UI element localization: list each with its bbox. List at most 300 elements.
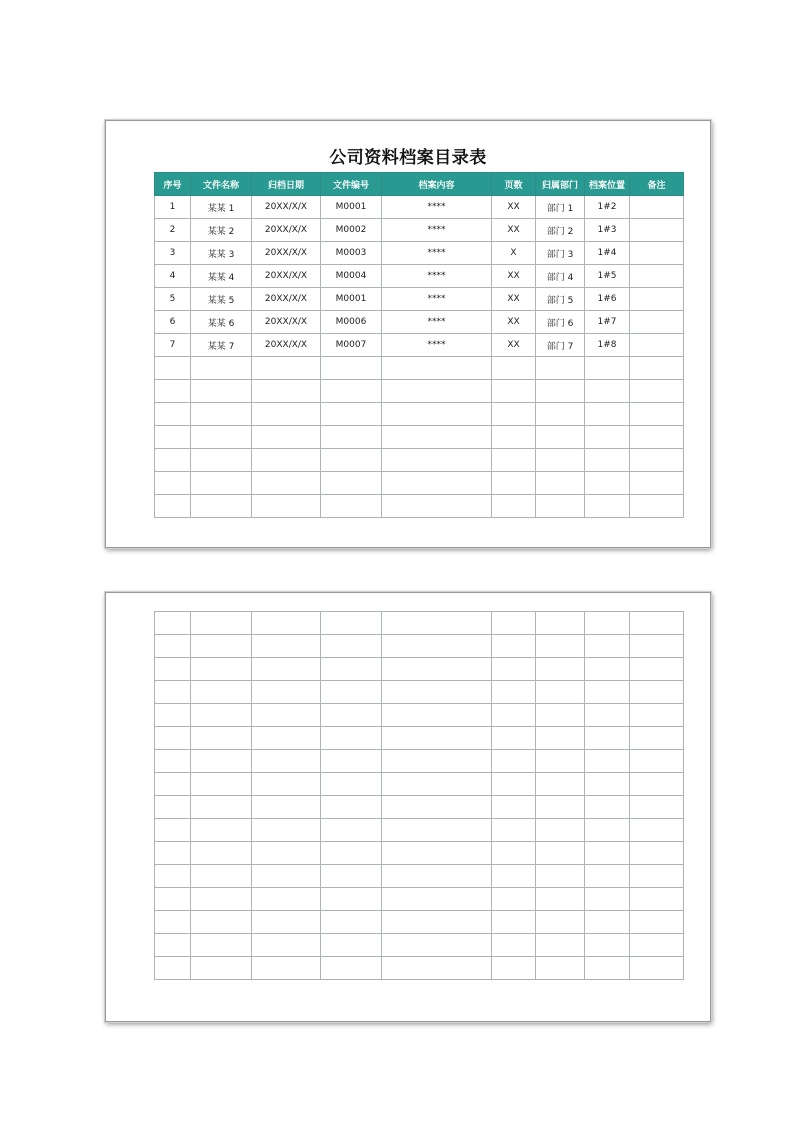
- table-cell: [321, 957, 382, 980]
- table-cell: 部门 2: [536, 219, 585, 242]
- table-cell: [155, 727, 191, 750]
- table-cell: [585, 472, 630, 495]
- table-cell: [191, 934, 252, 957]
- table-cell: [321, 727, 382, 750]
- table-cell: [585, 819, 630, 842]
- empty-table-row: [155, 796, 684, 819]
- table-cell: [321, 750, 382, 773]
- table-cell: [492, 957, 536, 980]
- table-cell: [536, 635, 585, 658]
- empty-table-row: [155, 704, 684, 727]
- table-cell: [382, 472, 492, 495]
- empty-table-row: [155, 612, 684, 635]
- table-cell: 某某 3: [191, 242, 252, 265]
- table-cell: [536, 403, 585, 426]
- table-cell: [382, 727, 492, 750]
- table-cell: 某某 7: [191, 334, 252, 357]
- table-cell: 1#8: [585, 334, 630, 357]
- empty-table-row: [155, 819, 684, 842]
- column-header: 页数: [492, 173, 536, 196]
- table-cell: [492, 380, 536, 403]
- table-row: [155, 242, 684, 265]
- table-cell: [492, 911, 536, 934]
- table-cell: 1#5: [585, 265, 630, 288]
- table-cell: 4: [155, 265, 191, 288]
- table-cell: 6: [155, 311, 191, 334]
- table-cell: [191, 357, 252, 380]
- table-cell: [155, 704, 191, 727]
- table-cell: X: [492, 242, 536, 265]
- table-cell: [155, 773, 191, 796]
- table-cell: [382, 495, 492, 518]
- table-cell: [321, 658, 382, 681]
- table-cell: [536, 957, 585, 980]
- table-cell: [191, 403, 252, 426]
- table-cell: [191, 658, 252, 681]
- table-cell: [252, 842, 321, 865]
- table-cell: [191, 773, 252, 796]
- table-cell: [536, 934, 585, 957]
- table-cell: [585, 957, 630, 980]
- table-cell: 部门 1: [536, 196, 585, 219]
- table-cell: [252, 957, 321, 980]
- table-cell: [252, 911, 321, 934]
- table-cell: ****: [382, 196, 492, 219]
- table-cell: [321, 357, 382, 380]
- table-cell: [191, 612, 252, 635]
- table-cell: ****: [382, 334, 492, 357]
- table-cell: [155, 957, 191, 980]
- table-cell: [191, 888, 252, 911]
- table-cell: M0002: [321, 219, 382, 242]
- table-cell: XX: [492, 334, 536, 357]
- table-cell: [252, 380, 321, 403]
- table-cell: 1#3: [585, 219, 630, 242]
- table-cell: [321, 403, 382, 426]
- table-cell: XX: [492, 311, 536, 334]
- table-cell: [630, 612, 684, 635]
- table-cell: 部门 6: [536, 311, 585, 334]
- table-cell: 某某 4: [191, 265, 252, 288]
- empty-table-row: [155, 495, 684, 518]
- table-cell: [630, 472, 684, 495]
- table-cell: [585, 888, 630, 911]
- table-cell: 20XX/X/X: [252, 196, 321, 219]
- table-cell: [536, 911, 585, 934]
- table-cell: 1#4: [585, 242, 630, 265]
- table-cell: [155, 612, 191, 635]
- table-cell: [252, 403, 321, 426]
- table-cell: 部门 4: [536, 265, 585, 288]
- table-cell: [155, 449, 191, 472]
- table-header-row: [155, 173, 684, 196]
- table-cell: [630, 957, 684, 980]
- table-cell: [252, 888, 321, 911]
- table-cell: [630, 635, 684, 658]
- empty-table-row: [155, 380, 684, 403]
- table-cell: [536, 357, 585, 380]
- table-cell: [191, 449, 252, 472]
- table-cell: [630, 357, 684, 380]
- table-cell: [585, 380, 630, 403]
- table-cell: ****: [382, 265, 492, 288]
- table-cell: [536, 449, 585, 472]
- table-cell: [321, 612, 382, 635]
- table-cell: [191, 911, 252, 934]
- table-cell: [492, 773, 536, 796]
- table-cell: [536, 865, 585, 888]
- table-cell: [630, 796, 684, 819]
- table-cell: [252, 635, 321, 658]
- table-cell: [630, 219, 684, 242]
- empty-table-row: [155, 842, 684, 865]
- table-cell: [630, 380, 684, 403]
- table-cell: [630, 658, 684, 681]
- empty-table-row: [155, 888, 684, 911]
- table-cell: [191, 957, 252, 980]
- table-row: [155, 219, 684, 242]
- table-cell: [155, 403, 191, 426]
- table-cell: [630, 265, 684, 288]
- table-cell: [492, 635, 536, 658]
- column-header: 文件编号: [321, 173, 382, 196]
- table-cell: [321, 426, 382, 449]
- table-cell: [382, 357, 492, 380]
- table-cell: [252, 658, 321, 681]
- table-cell: [492, 727, 536, 750]
- table-row: [155, 334, 684, 357]
- table-cell: [252, 612, 321, 635]
- table-cell: [585, 495, 630, 518]
- table-cell: M0001: [321, 288, 382, 311]
- table-cell: [155, 658, 191, 681]
- column-header: 档案内容: [382, 173, 492, 196]
- table-cell: [191, 635, 252, 658]
- table-cell: ****: [382, 311, 492, 334]
- table-cell: [252, 472, 321, 495]
- table-cell: [536, 426, 585, 449]
- empty-table-row: [155, 357, 684, 380]
- table-cell: [630, 911, 684, 934]
- table-cell: ****: [382, 242, 492, 265]
- table-cell: [155, 357, 191, 380]
- table-cell: [382, 750, 492, 773]
- table-cell: [585, 773, 630, 796]
- page-2: [105, 592, 711, 1022]
- table-cell: [630, 311, 684, 334]
- table-cell: M0003: [321, 242, 382, 265]
- table-cell: [630, 681, 684, 704]
- table-row: [155, 265, 684, 288]
- table-cell: [492, 612, 536, 635]
- page-title: 公司资料档案目录表: [329, 148, 487, 168]
- empty-table-row: [155, 773, 684, 796]
- table-cell: 某某 5: [191, 288, 252, 311]
- table-cell: [585, 727, 630, 750]
- table-cell: [630, 934, 684, 957]
- table-cell: [492, 819, 536, 842]
- table-cell: [382, 612, 492, 635]
- table-cell: [630, 495, 684, 518]
- table-cell: [630, 403, 684, 426]
- empty-table-row: [155, 403, 684, 426]
- table-cell: [536, 842, 585, 865]
- table-cell: [252, 796, 321, 819]
- table-cell: XX: [492, 288, 536, 311]
- table-cell: [252, 773, 321, 796]
- table-cell: [536, 727, 585, 750]
- table-cell: 某某 2: [191, 219, 252, 242]
- table-cell: [252, 727, 321, 750]
- table-cell: [492, 934, 536, 957]
- column-header: 序号: [155, 173, 191, 196]
- table-cell: [382, 865, 492, 888]
- table-cell: [585, 750, 630, 773]
- table-cell: [630, 865, 684, 888]
- empty-table-row: [155, 449, 684, 472]
- table-cell: [155, 635, 191, 658]
- table-cell: [252, 357, 321, 380]
- table-cell: [585, 796, 630, 819]
- table-cell: [630, 704, 684, 727]
- table-cell: 1#7: [585, 311, 630, 334]
- table-cell: [536, 704, 585, 727]
- empty-table-row: [155, 911, 684, 934]
- table-cell: [630, 750, 684, 773]
- table-cell: [492, 888, 536, 911]
- table-cell: [155, 380, 191, 403]
- table-cell: [382, 957, 492, 980]
- column-header: 归档日期: [252, 173, 321, 196]
- empty-table-row: [155, 472, 684, 495]
- table-cell: [321, 865, 382, 888]
- table-cell: [585, 403, 630, 426]
- table-cell: XX: [492, 196, 536, 219]
- page-1: [105, 120, 711, 548]
- table-cell: [321, 842, 382, 865]
- table-cell: [492, 865, 536, 888]
- table-cell: [252, 426, 321, 449]
- table-cell: [585, 426, 630, 449]
- table-cell: [630, 449, 684, 472]
- table-cell: [321, 911, 382, 934]
- table-cell: M0007: [321, 334, 382, 357]
- table-cell: [155, 911, 191, 934]
- table-cell: [321, 380, 382, 403]
- table-cell: [382, 658, 492, 681]
- table-cell: 某某 1: [191, 196, 252, 219]
- table-cell: [630, 288, 684, 311]
- table-cell: 1#6: [585, 288, 630, 311]
- table-cell: [155, 495, 191, 518]
- table-cell: [536, 819, 585, 842]
- table-cell: [630, 773, 684, 796]
- table-cell: [252, 819, 321, 842]
- column-header: 备注: [630, 173, 684, 196]
- table-cell: M0001: [321, 196, 382, 219]
- table-cell: [585, 449, 630, 472]
- table-cell: [382, 796, 492, 819]
- table-cell: 20XX/X/X: [252, 265, 321, 288]
- table-cell: ****: [382, 219, 492, 242]
- table-cell: [155, 865, 191, 888]
- empty-table-row: [155, 865, 684, 888]
- table-cell: [382, 819, 492, 842]
- table-cell: [585, 865, 630, 888]
- table-cell: [252, 449, 321, 472]
- table-cell: [536, 495, 585, 518]
- table-cell: [191, 472, 252, 495]
- table-cell: M0004: [321, 265, 382, 288]
- table-cell: [191, 796, 252, 819]
- table-cell: [382, 934, 492, 957]
- table-cell: [321, 449, 382, 472]
- table-cell: [585, 612, 630, 635]
- table-cell: [585, 681, 630, 704]
- table-cell: [585, 911, 630, 934]
- table-cell: [191, 426, 252, 449]
- table-cell: 2: [155, 219, 191, 242]
- table-cell: [382, 888, 492, 911]
- table-cell: [321, 888, 382, 911]
- table-cell: [536, 773, 585, 796]
- table-cell: [191, 495, 252, 518]
- empty-table-row: [155, 934, 684, 957]
- table-cell: [155, 819, 191, 842]
- table-cell: 7: [155, 334, 191, 357]
- table-cell: [492, 681, 536, 704]
- empty-table-row: [155, 426, 684, 449]
- table-cell: [492, 658, 536, 681]
- table-cell: [382, 403, 492, 426]
- table-cell: [492, 449, 536, 472]
- table-cell: [155, 681, 191, 704]
- table-cell: [536, 380, 585, 403]
- table-cell: [321, 773, 382, 796]
- table-cell: [191, 681, 252, 704]
- table-cell: [585, 704, 630, 727]
- table-cell: [191, 727, 252, 750]
- table-cell: [321, 472, 382, 495]
- table-cell: 某某 6: [191, 311, 252, 334]
- table-cell: [321, 934, 382, 957]
- table-cell: [252, 495, 321, 518]
- table-cell: XX: [492, 219, 536, 242]
- table-cell: [585, 357, 630, 380]
- table-cell: 1#2: [585, 196, 630, 219]
- table-cell: 部门 7: [536, 334, 585, 357]
- table-cell: [155, 842, 191, 865]
- table-cell: [492, 426, 536, 449]
- table-cell: [155, 934, 191, 957]
- table-cell: [321, 495, 382, 518]
- empty-table-row: [155, 658, 684, 681]
- table-cell: [155, 750, 191, 773]
- empty-table-row: [155, 727, 684, 750]
- table-cell: 部门 5: [536, 288, 585, 311]
- table-cell: [492, 472, 536, 495]
- table-cell: [191, 842, 252, 865]
- table-cell: [630, 196, 684, 219]
- table-cell: [191, 750, 252, 773]
- empty-table-row: [155, 957, 684, 980]
- table-row: [155, 288, 684, 311]
- table-cell: 20XX/X/X: [252, 242, 321, 265]
- table-cell: [382, 380, 492, 403]
- table-cell: [492, 796, 536, 819]
- table-cell: [585, 635, 630, 658]
- catalog-table-continued: [154, 611, 684, 980]
- table-cell: [630, 426, 684, 449]
- table-cell: [536, 750, 585, 773]
- table-cell: [155, 426, 191, 449]
- table-cell: [536, 472, 585, 495]
- empty-table-row: [155, 750, 684, 773]
- table-cell: [321, 704, 382, 727]
- table-cell: 1: [155, 196, 191, 219]
- table-cell: [630, 842, 684, 865]
- catalog-table: [154, 172, 684, 518]
- table-row: [155, 196, 684, 219]
- table-cell: [536, 658, 585, 681]
- column-header: 档案位置: [585, 173, 630, 196]
- table-cell: [382, 911, 492, 934]
- table-cell: M0006: [321, 311, 382, 334]
- table-row: [155, 311, 684, 334]
- table-cell: [630, 888, 684, 911]
- empty-table-row: [155, 681, 684, 704]
- table-cell: [252, 681, 321, 704]
- table-cell: [155, 472, 191, 495]
- table-cell: [492, 403, 536, 426]
- table-cell: [252, 750, 321, 773]
- table-cell: [382, 449, 492, 472]
- table-cell: 20XX/X/X: [252, 311, 321, 334]
- column-header: 归属部门: [536, 173, 585, 196]
- table-cell: [191, 819, 252, 842]
- table-cell: [382, 704, 492, 727]
- table-cell: [585, 934, 630, 957]
- table-cell: [492, 842, 536, 865]
- empty-table-row: [155, 635, 684, 658]
- table-cell: [492, 495, 536, 518]
- table-cell: [252, 934, 321, 957]
- table-cell: [492, 704, 536, 727]
- table-cell: [585, 842, 630, 865]
- table-cell: [585, 658, 630, 681]
- column-header: 文件名称: [191, 173, 252, 196]
- table-cell: [191, 865, 252, 888]
- table-cell: [321, 681, 382, 704]
- table-cell: 20XX/X/X: [252, 288, 321, 311]
- table-cell: [382, 426, 492, 449]
- table-cell: [492, 750, 536, 773]
- table-cell: [252, 704, 321, 727]
- table-cell: [382, 842, 492, 865]
- table-cell: [382, 681, 492, 704]
- table-cell: [321, 819, 382, 842]
- table-cell: 20XX/X/X: [252, 334, 321, 357]
- table-cell: [252, 865, 321, 888]
- table-cell: [630, 334, 684, 357]
- table-cell: [191, 704, 252, 727]
- table-cell: [492, 357, 536, 380]
- table-cell: [321, 796, 382, 819]
- table-cell: ****: [382, 288, 492, 311]
- table-cell: [382, 773, 492, 796]
- table-cell: [191, 380, 252, 403]
- table-cell: [382, 635, 492, 658]
